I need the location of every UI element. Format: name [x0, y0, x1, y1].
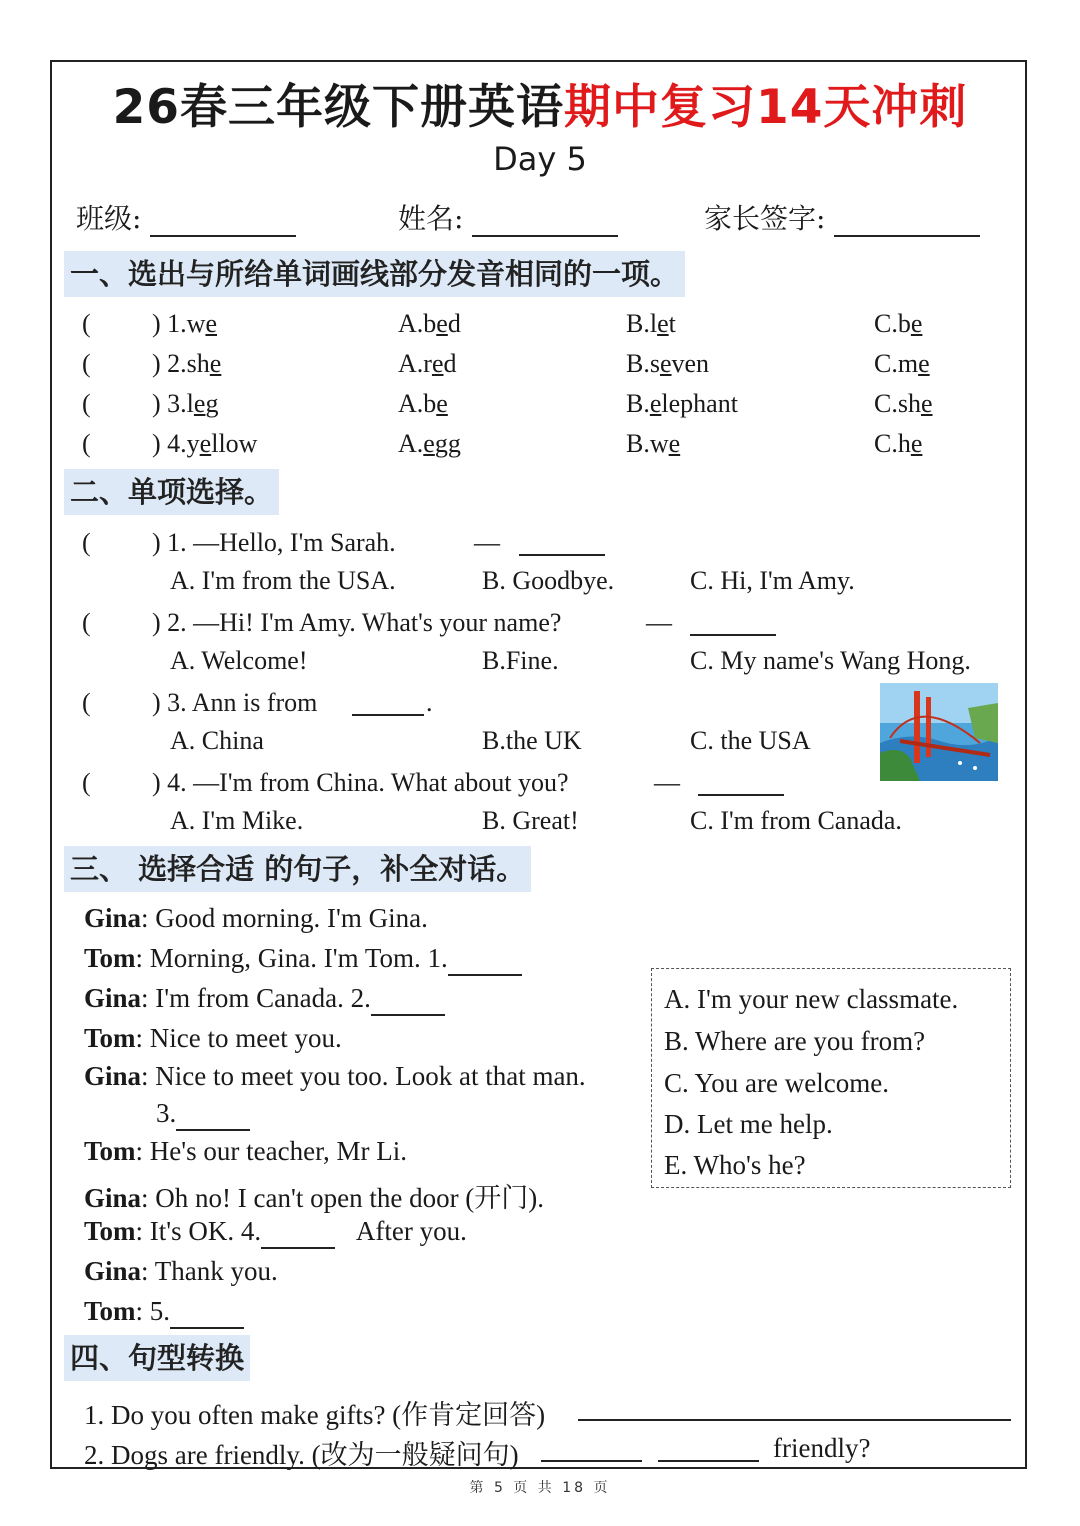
class-blank[interactable] — [150, 205, 296, 237]
target-word — [152, 429, 257, 459]
option-text: B. Goodbye. — [482, 566, 615, 595]
question-number: 2. — [167, 349, 187, 378]
option-text: C. Hi, I'm Amy. — [690, 566, 855, 595]
word-part: sh — [186, 349, 210, 378]
underlined-letter: e — [910, 429, 923, 458]
name-blank[interactable] — [472, 205, 618, 237]
option-b[interactable] — [482, 646, 559, 676]
dialogue-option[interactable]: C. You are welcome. — [664, 1068, 889, 1098]
option-text: C. I'm from Canada. — [690, 806, 902, 835]
answer-bracket[interactable] — [82, 309, 91, 339]
dialogue-line — [156, 1098, 250, 1131]
choice-a[interactable] — [398, 349, 456, 379]
dialogue-option[interactable]: A. I'm your new classmate. — [664, 984, 959, 1014]
section3-heading: 三、 选择合适 的句子，补全对话。 — [64, 846, 531, 892]
dialogue-text: : He's our teacher, Mr Li. — [135, 1136, 407, 1166]
transform-2-blank-2[interactable] — [658, 1460, 759, 1462]
dialogue-after: After you. — [355, 1216, 467, 1246]
target-word — [152, 309, 217, 339]
answer-bracket[interactable] — [82, 349, 91, 379]
parent-sign-blank[interactable] — [834, 205, 980, 237]
dialogue-blank[interactable] — [170, 1296, 244, 1329]
underlined-letter: e — [205, 309, 217, 338]
option-a[interactable] — [170, 726, 264, 756]
speaker-name: Gina — [84, 983, 142, 1013]
dialogue-text: 3. — [156, 1098, 177, 1128]
dialogue-text: : Oh no! I can't open the door (开门). — [141, 1183, 545, 1213]
option-text: B. Great! — [482, 806, 579, 835]
word-part: w — [186, 309, 206, 338]
underlined-letter: e — [436, 309, 448, 338]
speaker-name: Tom — [84, 1296, 136, 1326]
bracket-close: ) — [152, 309, 161, 338]
dialogue-option[interactable]: D. Let me help. — [664, 1109, 833, 1139]
speaker-name: Tom — [84, 1136, 136, 1166]
question-stem — [152, 608, 561, 638]
choice-part: lephant — [661, 389, 738, 418]
choice-part: A. — [398, 429, 424, 458]
bracket-open: ( — [82, 349, 91, 378]
dash-text: — — [646, 608, 672, 637]
choice-part: B.s — [626, 349, 660, 378]
question-number: 3. — [167, 389, 187, 418]
transform-item-2-text: 2. Dogs are friendly. (改为一般疑问句) — [84, 1440, 519, 1470]
transform-item-1 — [84, 1393, 545, 1432]
parent-sign-label: 家长签字: — [704, 202, 826, 235]
day-label: Day 5 — [493, 140, 587, 178]
speaker-name: Gina — [84, 1256, 142, 1286]
option-text: B.the UK — [482, 726, 582, 755]
underlined-letter: e — [431, 349, 444, 378]
answer-bracket[interactable] — [82, 389, 91, 419]
name-field[interactable] — [398, 197, 618, 237]
choice-b[interactable] — [626, 429, 680, 459]
answer-blank[interactable] — [352, 714, 424, 716]
question-stem — [152, 528, 396, 558]
bracket-close: ) — [152, 389, 161, 418]
choice-c[interactable] — [874, 309, 922, 339]
option-text: C. the USA — [690, 726, 811, 755]
underlined-letter: e — [668, 429, 681, 458]
answer-blank[interactable] — [698, 794, 784, 796]
choice-part: gg — [434, 429, 461, 458]
choice-part: d — [447, 309, 461, 338]
target-word — [152, 389, 218, 419]
parent-sign-field[interactable] — [704, 197, 980, 237]
dialogue-text: : I'm from Canada. 2. — [141, 983, 371, 1013]
option-b[interactable] — [482, 806, 579, 836]
option-a[interactable] — [170, 566, 396, 596]
title-black: 26春三年级下册英语 — [112, 80, 564, 135]
name-label: 姓名: — [398, 202, 464, 235]
choice-part: C.sh — [874, 389, 921, 418]
option-text: A. I'm from the USA. — [170, 566, 396, 595]
choice-a[interactable] — [398, 309, 461, 339]
question-stem — [152, 768, 569, 798]
option-c[interactable] — [690, 646, 971, 676]
choice-part: ven — [671, 349, 710, 378]
dialogue-line — [84, 1061, 586, 1092]
choice-part: A.b — [398, 309, 437, 338]
option-a[interactable] — [170, 806, 303, 836]
option-text: B.Fine. — [482, 646, 559, 675]
dialogue-line — [84, 943, 522, 976]
choice-part: C.b — [874, 309, 911, 338]
reply-dash — [474, 528, 500, 558]
option-text: C. My name's Wang Hong. — [690, 646, 971, 675]
page-footer: 第 5 页 共 18 页 — [469, 1480, 611, 1496]
answer-bracket-open[interactable]: ( — [82, 688, 91, 717]
choice-part: B.l — [626, 309, 658, 338]
dialogue-blank[interactable] — [176, 1098, 250, 1131]
choice-part: A.b — [398, 389, 437, 418]
dialogue-line — [84, 903, 428, 934]
bracket-open: ( — [82, 309, 91, 338]
speaker-name: Gina — [84, 1183, 142, 1213]
answer-bracket-open[interactable]: ( — [82, 528, 91, 557]
question-number: 1. — [167, 309, 187, 338]
speaker-name: Tom — [84, 943, 136, 973]
section1-heading: 一、选出与所给单词画线部分发音相同的一项。 — [64, 251, 685, 297]
dialogue-line — [84, 1136, 407, 1167]
answer-blank[interactable] — [690, 634, 776, 636]
underlined-letter: e — [209, 349, 222, 378]
underlined-letter: e — [918, 349, 930, 378]
reply-dash — [654, 768, 680, 798]
bracket-close: ) — [152, 349, 161, 378]
option-text: A. Welcome! — [170, 646, 308, 675]
question-text: ) 3. Ann is from — [152, 688, 318, 717]
section2-heading: 二、单项选择。 — [64, 469, 279, 515]
class-field[interactable] — [76, 197, 296, 237]
dialogue-text: : Morning, Gina. I'm Tom. 1. — [135, 943, 448, 973]
word-part: llow — [211, 429, 258, 458]
dialogue-text: : Nice to meet you too. Look at that man. — [141, 1061, 586, 1091]
transform-item-2 — [84, 1433, 519, 1472]
word-part: y — [186, 429, 200, 458]
choice-b[interactable] — [626, 349, 709, 379]
dialogue-text: : 5. — [135, 1296, 171, 1326]
underlined-letter: e — [193, 389, 206, 418]
dash-text: — — [474, 528, 500, 557]
choice-a[interactable] — [398, 389, 448, 419]
choice-b[interactable] — [626, 309, 676, 339]
underlined-letter: e — [920, 389, 933, 418]
speaker-name: Gina — [84, 903, 142, 933]
choice-c[interactable] — [874, 389, 933, 419]
dialogue-line — [84, 1176, 544, 1215]
transform-1-blank[interactable] — [578, 1419, 1011, 1421]
speaker-name: Tom — [84, 1023, 136, 1053]
question-text: ) 4. —I'm from China. What about you? — [152, 768, 569, 797]
dialogue-text: : Thank you. — [141, 1256, 278, 1286]
transform-2-tail: friendly? — [773, 1433, 871, 1463]
bracket-open: ( — [82, 389, 91, 418]
choice-part: B. — [626, 389, 650, 418]
choice-part: C.h — [874, 429, 911, 458]
dialogue-option[interactable]: B. Where are you from? — [664, 1026, 926, 1056]
answer-bracket[interactable] — [82, 429, 91, 459]
title-red: 期中复习14天冲刺 — [564, 80, 968, 135]
choice-part: C.m — [874, 349, 919, 378]
answer-bracket-open[interactable]: ( — [82, 608, 91, 637]
period-text: . — [426, 688, 433, 717]
underlined-letter: e — [199, 429, 212, 458]
choice-c[interactable] — [874, 349, 930, 379]
underlined-letter: e — [436, 389, 448, 418]
choice-c[interactable] — [874, 429, 922, 459]
dialogue-text: : Nice to meet you. — [135, 1023, 342, 1053]
transform-item-1-text: 1. Do you often make gifts? (作肯定回答) — [84, 1400, 546, 1430]
choice-part: t — [668, 309, 676, 338]
question-text: ) 2. —Hi! I'm Amy. What's your name? — [152, 608, 562, 637]
option-b[interactable] — [482, 726, 582, 756]
option-text: A. China — [170, 726, 264, 755]
answer-blank[interactable] — [519, 554, 605, 556]
bracket-close: ) — [152, 429, 161, 458]
answer-bracket-open[interactable]: ( — [82, 768, 91, 797]
dialogue-line — [84, 1023, 342, 1054]
underlined-letter: e — [649, 389, 662, 418]
choice-part: d — [443, 349, 457, 378]
dialogue-line — [84, 983, 445, 1016]
option-c[interactable] — [690, 726, 811, 756]
word-part: g — [205, 389, 219, 418]
choice-part: A.r — [398, 349, 432, 378]
bracket-open: ( — [82, 429, 91, 458]
underlined-letter: e — [659, 349, 672, 378]
period — [426, 688, 433, 718]
option-text: A. I'm Mike. — [170, 806, 304, 835]
question-text: ) 1. —Hello, I'm Sarah. — [152, 528, 396, 557]
class-label: 班级: — [76, 202, 142, 235]
dialogue-text: : It's OK. 4. — [135, 1216, 262, 1246]
option-a[interactable] — [170, 646, 308, 676]
target-word — [152, 349, 221, 379]
option-b[interactable] — [482, 566, 614, 596]
underlined-letter: e — [423, 429, 435, 458]
choice-b[interactable] — [626, 389, 738, 419]
golden-gate-bridge-picture — [880, 683, 998, 781]
transform-2-blank-1[interactable] — [541, 1460, 642, 1462]
speaker-name: Tom — [84, 1216, 136, 1246]
question-stem — [152, 688, 317, 718]
dialogue-line — [84, 1216, 467, 1249]
dash-text: — — [654, 768, 680, 797]
speaker-name: Gina — [84, 1061, 142, 1091]
underlined-letter: e — [910, 309, 923, 338]
word-part: l — [186, 389, 194, 418]
dialogue-line — [84, 1296, 244, 1329]
reply-dash — [646, 608, 672, 638]
question-number: 4. — [167, 429, 187, 458]
dialogue-blank[interactable] — [448, 943, 522, 976]
dialogue-blank[interactable] — [371, 983, 445, 1016]
choice-a[interactable] — [398, 429, 461, 459]
option-c[interactable] — [690, 806, 902, 836]
section4-heading: 四、句型转换 — [64, 1335, 250, 1381]
dialogue-text: : Good morning. I'm Gina. — [141, 903, 428, 933]
dialogue-option[interactable]: E. Who's he? — [664, 1150, 806, 1180]
choice-part: B.w — [626, 429, 669, 458]
option-c[interactable] — [690, 566, 855, 596]
page-title — [0, 70, 1080, 137]
dialogue-line — [84, 1256, 278, 1287]
dialogue-blank[interactable] — [261, 1216, 335, 1249]
underlined-letter: e — [657, 309, 669, 338]
